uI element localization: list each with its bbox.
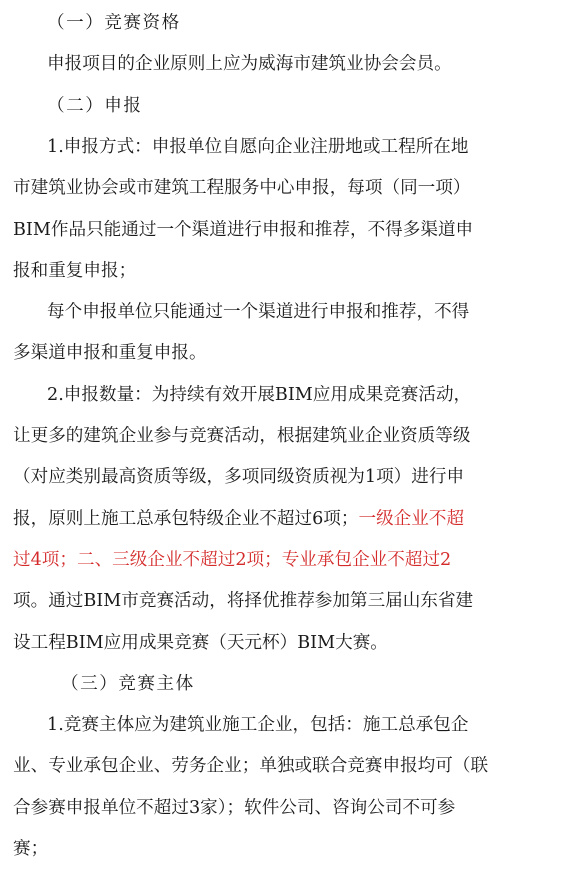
application-quantity-line-6: 项。通过BIM市竞赛活动，将择优推荐参加第三届山东省建 — [13, 591, 474, 611]
application-quantity-line-1: 2.申报数量：为持续有效开展BIM应用成果竞赛活动， — [47, 385, 472, 405]
application-quantity-line-7: 设工程BIM应用成果竞赛（天元杯）BIM大赛。 — [13, 633, 388, 653]
application-method-line-3: BIM作品只能通过一个渠道进行申报和推荐，不得多渠道申 — [13, 220, 474, 240]
section-heading-eligibility: （一）竞赛资格 — [47, 13, 181, 33]
competitors-line-3: 合参赛申报单位不超过3家）；软件公司、咨询公司不可参 — [13, 798, 456, 818]
single-channel-line-2: 多渠道申报和重复申报。 — [13, 343, 207, 363]
application-quantity-line-5-highlight: 过4项；二、三级企业不超过2项；专业承包企业不超过2 — [13, 550, 452, 570]
application-quantity-line-4 — [13, 508, 464, 530]
quota-first-grade-highlight: 一级企业不超 — [358, 509, 465, 529]
competitors-line-4: 赛； — [13, 839, 49, 859]
application-quantity-line-2: 让更多的建筑企业参与竞赛活动，根据建筑业企业资质等级 — [13, 426, 471, 446]
application-quantity-line-3: （对应类别最高资质等级，多项同级资质视为1项）进行申 — [13, 467, 465, 487]
application-method-line-1: 1.申报方式：申报单位自愿向企业注册地或工程所在地 — [47, 137, 469, 157]
section-heading-application: （二）申报 — [47, 96, 143, 116]
section-heading-competitors: （三）竞赛主体 — [61, 674, 195, 694]
competitors-line-2: 业、专业承包企业、劳务企业；单独或联合竞赛申报均可（联 — [13, 756, 489, 776]
application-method-line-4: 报和重复申报； — [13, 261, 137, 281]
application-method-line-2: 市建筑业协会或市建筑工程服务中心申报，每项（同一项） — [13, 178, 471, 198]
competitors-line-1: 1.竞赛主体应为建筑业施工企业，包括：施工总承包企 — [47, 715, 469, 735]
eligibility-paragraph: 申报项目的企业原则上应为威海市建筑业协会会员。 — [47, 54, 452, 74]
quota-special-grade: 报，原则上施工总承包特级企业不超过6项； — [13, 509, 359, 529]
single-channel-line-1: 每个申报单位只能通过一个渠道进行申报和推荐，不得 — [47, 302, 470, 322]
